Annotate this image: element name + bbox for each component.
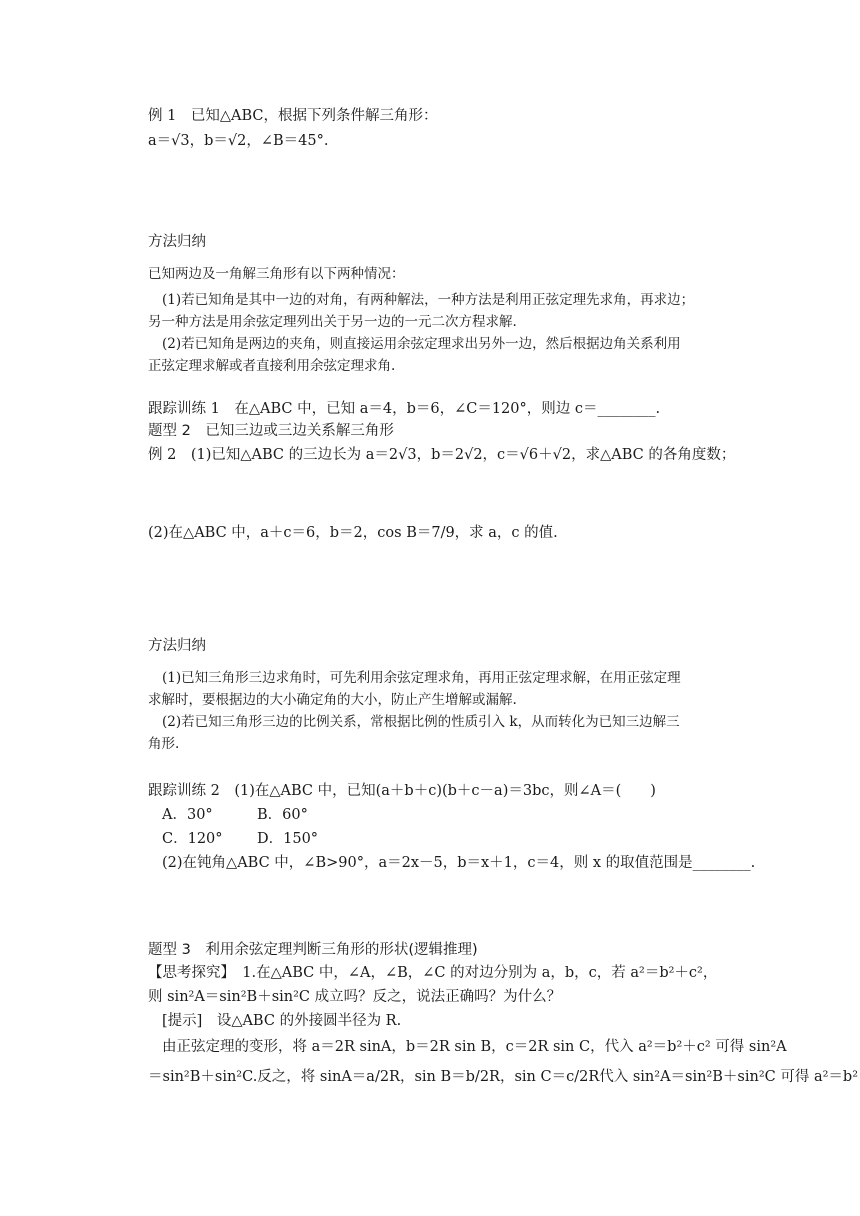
method1-item2-line2: 正弦定理求解或者直接利用余弦定理求角. <box>148 358 396 374</box>
method1-intro: 已知两边及一角解三角形有以下两种情况： <box>148 266 405 282</box>
practice2-question1: 跟踪训练 2 (1)在△ABC 中，已知(a＋b＋c)(b＋c－a)＝3bc，则∠A＝( ) <box>148 783 656 799</box>
practice2-options-row1 <box>162 805 352 825</box>
method2-item1-line2: 求解时，要根据边的大小确定角的大小，防止产生增解或漏解. <box>148 692 517 708</box>
option-c[interactable]: C．120° <box>162 831 223 847</box>
method1-item1-line1: (1)若已知角是其中一边的对角，有两种解法，一种方法是利用正弦定理先求角，再求边； <box>162 292 695 308</box>
method1-heading: 方法归纳 <box>148 234 206 250</box>
method2-item2-line2: 角形. <box>148 736 180 752</box>
method2-item1-line1: (1)已知三角形三边求角时，可先利用余弦定理求角，再用正弦定理求解，在用正弦定理 <box>162 670 681 686</box>
type3-derivation-line1: 由正弦定理的变形，将 a＝2R sinA，b＝2R sin B，c＝2R sin C，代入 a²＝b²＋c² 可得 sin²A <box>162 1039 787 1055</box>
example2-part1: 例 2 (1)已知△ABC 的三边长为 a＝2√3，b＝2√2，c＝√6＋√2，求△ABC 的各角度数； <box>148 447 736 463</box>
method1-item2-line1: (2)若已知角是两边的夹角，则直接运用余弦定理求出另外一边，然后根据边角关系利用 <box>162 336 681 352</box>
method2-item2-line1: (2)若已知三角形三边的比例关系，常根据比例的性质引入 k，从而转化为已知三边解三 <box>162 714 680 730</box>
example2-part2: (2)在△ABC 中，a＋c＝6，b＝2，cos B＝7/9，求 a，c 的值. <box>148 525 558 541</box>
type3-explore-line2: 则 sin²A＝sin²B＋sin²C 成立吗？反之，说法正确吗？为什么？ <box>148 989 562 1005</box>
type2-title: 题型 2 已知三边或三边关系解三角形 <box>148 423 394 439</box>
example1-conditions: a＝√3，b＝√2，∠B＝45°. <box>148 133 329 149</box>
type3-hint: [提示] 设△ABC 的外接圆半径为 R. <box>162 1013 402 1029</box>
option-a[interactable]: A．30° <box>162 807 213 823</box>
option-b[interactable]: B．60° <box>257 807 308 823</box>
practice1-question: 跟踪训练 1 在△ABC 中，已知 a＝4，b＝6，∠C＝120°，则边 c＝________. <box>148 401 661 417</box>
example1-title: 例 1 已知△ABC，根据下列条件解三角形： <box>148 108 438 124</box>
option-d[interactable]: D．150° <box>257 831 319 847</box>
type3-title: 题型 3 利用余弦定理判断三角形的形状(逻辑推理) <box>148 942 478 958</box>
practice2-options-row2 <box>162 829 352 849</box>
method1-item1-line2: 另一种方法是用余弦定理列出关于另一边的一元二次方程求解. <box>148 314 517 330</box>
practice2-question2: (2)在钝角△ABC 中，∠B>90°，a＝2x－5，b＝x＋1，c＝4，则 x 的取值范围是________. <box>162 855 756 871</box>
type3-explore-line1: 【思考探究】 1.在△ABC 中，∠A，∠B，∠C 的对边分别为 a，b，c，若 a²＝b²＋c²， <box>148 965 718 981</box>
type3-derivation-line2: ＝sin²B＋sin²C.反之，将 sinA＝a/2R，sin B＝b/2R，sin C＝c/2R代入 sin²A＝sin²B＋sin²C 可得 a²＝b² <box>148 1069 859 1085</box>
method2-heading: 方法归纳 <box>148 638 206 654</box>
